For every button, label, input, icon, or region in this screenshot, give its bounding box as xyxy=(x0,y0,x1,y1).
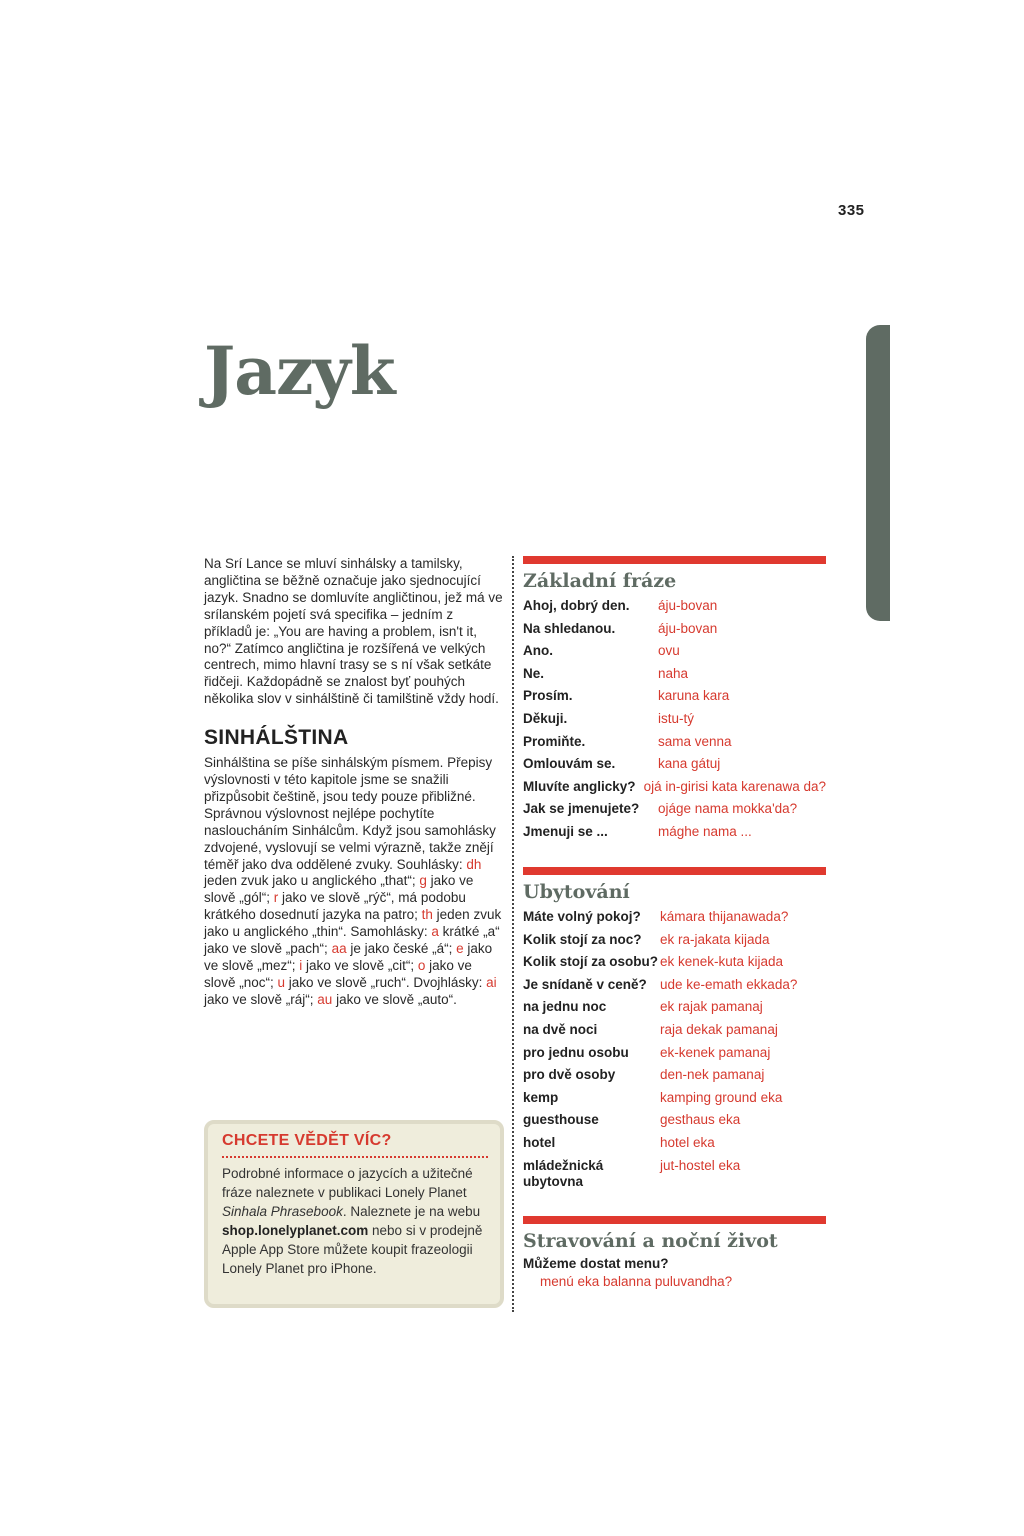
phrase-row: Mluvíte anglicky? ojá in-girisi kata karenawa da? xyxy=(523,778,826,794)
phrase-row: Děkuji. istu-tý xyxy=(523,710,695,726)
sound-e: e xyxy=(456,941,464,957)
phrase-row: pro jednu osobu ek-kenek pamanaj xyxy=(523,1044,771,1060)
phrase-row: Ne. naha xyxy=(523,665,689,681)
page-number: 335 xyxy=(838,202,865,219)
basic-phrases-block xyxy=(523,556,826,844)
phrase-row: Na shledanou. áju-bovan xyxy=(523,620,718,636)
phrase-row: Kolik stojí za noc? ek ra-jakata kijada xyxy=(523,931,770,947)
phrase-row: Máte volný pokoj? kámara thijanawada? xyxy=(523,909,789,924)
text-run: . Naleznete je na webu xyxy=(342,1204,481,1219)
text-run: Sinhálština se píše sinhálským písmem. Přepisy výslovnosti v této kapitole jsme se snažili přizpůsobit češtině, jsou tedy pouze přibližné. Správnou výslovnost nejlépe pochytíte nasloucháním Sinhálcům. Když jsou samohlásky zdvojené, vyslovují se velmi výrazně, takže znějí téměř jako dva oddělené zvuky. Souhlásky: xyxy=(204,755,496,872)
sound-o: o xyxy=(417,957,426,973)
info-box-text xyxy=(222,1164,488,1278)
text-run: jako ve slově „cit“; xyxy=(302,957,418,973)
sound-th: th xyxy=(421,907,433,923)
sound-au: au xyxy=(317,991,333,1007)
text-run: jako ve slově „auto“. xyxy=(332,991,457,1007)
accommodation-list xyxy=(523,906,826,1190)
info-box-title: CHCETE VĚDĚT VÍC? xyxy=(222,1132,488,1158)
text-run: jako ve slově „gól“; xyxy=(204,873,474,906)
section-bar xyxy=(523,556,826,564)
left-column xyxy=(204,556,504,1009)
text-run: jeden zvuk jako u anglického „that“; xyxy=(204,873,420,889)
sound-ai: ai xyxy=(486,974,497,990)
phrase-row: na jednu noc ek rajak pamanaj xyxy=(523,999,763,1015)
phrase-row: pro dvě osoby den-nek pamanaj xyxy=(523,1067,765,1083)
sound-i: i xyxy=(299,957,303,973)
text-run: krátké „a“ jako ve slově „pach“; xyxy=(204,924,500,957)
chapter-title: Jazyk xyxy=(204,332,395,410)
phrase-row: Ahoj, dobrý den. áju-bovan xyxy=(523,598,718,613)
phrase-row: mládežnická ubytovna jut-hostel eka xyxy=(523,1157,741,1189)
sound-r: r xyxy=(273,890,279,906)
text-run: je jako české „á“; xyxy=(346,941,457,957)
text-run: jeden zvuk jako u anglického „thin“. Samohlásky: xyxy=(204,907,502,940)
chapter-side-tab xyxy=(866,325,890,621)
phrase-row: Jak se jmenujete? ojáge nama mokka'da? xyxy=(523,801,798,817)
dining-phrase-translation: menú eka balanna puluvandha? xyxy=(540,1274,733,1289)
sinhala-heading: SINHÁLŠTINA xyxy=(204,726,349,750)
sound-dh: dh xyxy=(466,856,482,872)
phrase-row: Kolik stojí za osobu? ek kenek-kuta kijada xyxy=(523,954,784,970)
book-title: Sinhala Phrasebook xyxy=(222,1204,343,1219)
column-divider xyxy=(512,556,514,1312)
more-info-box xyxy=(204,1120,504,1308)
text-run: jako ve slově „ruch“. Dvojhlásky: xyxy=(285,974,487,990)
phrase-row: hotel hotel eka xyxy=(523,1134,715,1150)
phrase-row: Promiňte. sama venna xyxy=(523,733,732,749)
dining-title: Stravování a noční život xyxy=(523,1230,778,1252)
text-run: Podrobné informace o jazycích a užitečné fráze naleznete v publikaci Lonely Planet xyxy=(222,1166,473,1200)
text-run: nebo si v prodejně Apple App Store můžete koupit frazeologii Lonely Planet pro iPhone. xyxy=(222,1223,483,1276)
sound-aa: aa xyxy=(331,941,347,957)
website-link[interactable]: shop.lonelyplanet.com xyxy=(222,1223,369,1238)
text-run: jako ve slově „noc“; xyxy=(204,957,472,990)
text-run: jako ve slově „rýč“, má podobu krátkého dosednutí jazyka na patro; xyxy=(204,890,466,923)
phrase-row: Ano. ovu xyxy=(523,643,680,659)
phrase-row: guesthouse gesthaus eka xyxy=(523,1112,741,1128)
sound-u: u xyxy=(277,974,286,990)
basic-phrases-title: Základní fráze xyxy=(523,570,677,592)
sinhala-paragraph xyxy=(204,755,504,1009)
basic-phrases-list xyxy=(523,595,826,844)
phrase-row: Prosím. karuna kara xyxy=(523,688,730,704)
phrase-row: Je snídaně v ceně? ude ke-emath ekkada? xyxy=(523,976,798,992)
text-run: jako ve slově „ráj“; xyxy=(204,991,318,1007)
section-bar xyxy=(523,867,826,875)
section-bar xyxy=(523,1216,826,1224)
sound-a: a xyxy=(431,924,439,940)
accommodation-title: Ubytování xyxy=(523,881,630,903)
phrase-row: na dvě noci raja dekak pamanaj xyxy=(523,1021,778,1037)
dining-block xyxy=(523,1216,826,1291)
sound-g: g xyxy=(419,873,427,889)
phrase-row: Jmenuji se ... mághe nama ... xyxy=(523,823,752,839)
intro-paragraph: Na Srí Lance se mluví sinhálsky a tamilsky, angličtina se běžně označuje jako sjednocující jazyk. Snadno se domluvíte angličtinou, jež má ve srílanském pojetí svá specifika – jedním z příkladů je: „You are having a problem, isn't it, no?“ Zatímco angličtina je rozšířená ve velkých centrech, mimo hlavní trasy se s ní však setkáte řidčeji. Každopádně se znalost byť pouhých několika slov v sinhálštině či tamilštině vždy hodí. xyxy=(204,556,503,707)
dining-phrase: Můžeme dostat menu? xyxy=(523,1256,669,1271)
phrase-row: Omlouvám se. kana gátuj xyxy=(523,756,721,772)
accommodation-block xyxy=(523,867,826,1190)
phrase-row: kemp kamping ground eka xyxy=(523,1089,783,1105)
text-run: jako ve slově „mez“; xyxy=(204,941,493,973)
